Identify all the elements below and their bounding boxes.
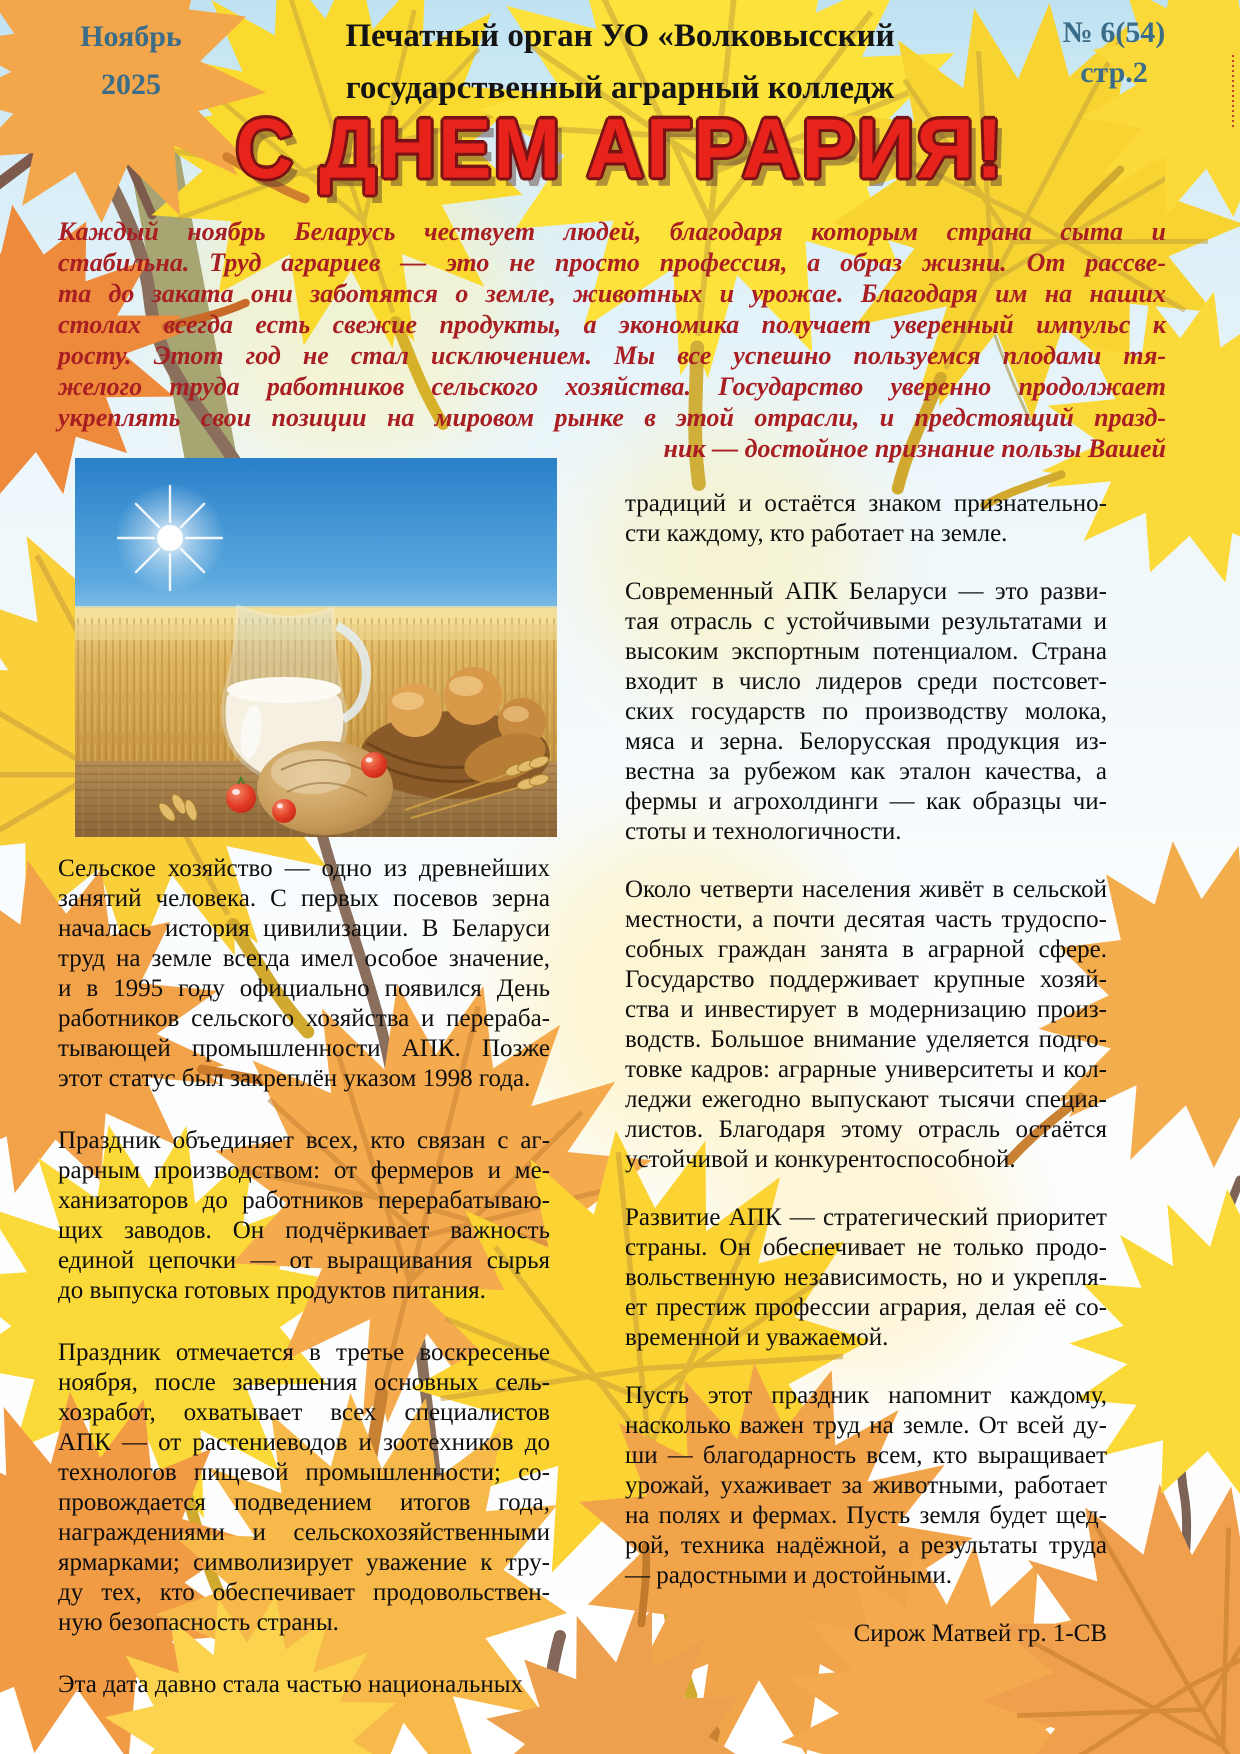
right-column-paragraphs [625, 489, 1107, 1591]
text-line: тывающей промышленности АПК. Позже [58, 1035, 550, 1062]
paragraph [625, 489, 1107, 549]
text-line: Около четверти населения живёт в сельской [625, 876, 1107, 903]
text-line: рарным производством: от фермеров и ме- [58, 1157, 550, 1184]
issue-year: 2025 [101, 68, 161, 101]
text-line: стоты и технологичности. [625, 818, 902, 845]
issue-month: Ноябрь [80, 20, 182, 53]
paragraph [58, 1670, 550, 1700]
text-line: Государство поддерживает крупные хозяй- [625, 966, 1107, 993]
text-line: местности, а почти десятая часть трудоспо- [625, 906, 1107, 933]
milk-bread-photo [75, 458, 557, 837]
text-line: листов. Благодаря этому отрасль остаётся [625, 1116, 1107, 1143]
issue-number [1024, 16, 1204, 90]
text-line: насколько важен труд на земле. От всей ду- [625, 1412, 1107, 1439]
paragraph [58, 1338, 550, 1638]
text-line: — радостными и достойными. [625, 1562, 953, 1589]
text-line: тая отрасль с устойчивыми результатами и [625, 608, 1107, 635]
text-line: сти каждому, кто работает на земле. [625, 520, 1008, 547]
text-line: ную безопасность страны. [58, 1609, 339, 1636]
text-line: ства и инвестирует в модернизацию произ- [625, 996, 1107, 1023]
text-line: собных граждан занята в аграрной сфере. [625, 936, 1107, 963]
text-line: ханизаторов до работников перерабатываю- [58, 1187, 550, 1214]
right-column [625, 489, 1107, 1649]
text-line: Современный АПК Беларуси — это разви- [625, 578, 1107, 605]
text-line: рой, техника надёжной, а результаты труда [625, 1532, 1107, 1559]
text-line: водств. Большое внимание уделяется подго- [625, 1026, 1107, 1053]
text-line: желого труда работников сельского хозяйства. Государство уверенно продолжает [58, 372, 1166, 401]
masthead-line1: Печатный орган УО «Волковысский [345, 18, 895, 54]
paragraph [625, 577, 1107, 847]
text-line: временной и уважаемой. [625, 1324, 889, 1351]
text-line: традиций и остаётся знаком признательно- [625, 490, 1107, 517]
text-line: технологов пищевой промышленности; со- [58, 1459, 550, 1486]
issue-page-text: стр.2 [1080, 56, 1148, 89]
paragraph [58, 854, 550, 1094]
text-line: столах всегда есть свежие продукты, а экономика получает уверенный импульс к [58, 310, 1166, 339]
text-line: Каждый ноябрь Беларусь чествует людей, благодаря которым страна сыта и [58, 217, 1166, 246]
sun-graphic [115, 483, 225, 593]
text-line: высоким экспортным потенциалом. Страна [625, 638, 1107, 665]
issue-number-text: № 6(54) [1062, 16, 1166, 49]
text-line: укреплять свои позиции на мировом рынке в этой отрасли, и предстоящий празд- [58, 403, 1166, 432]
text-line: единой цепочки — от выращивания сырья [58, 1247, 550, 1274]
text-line: ет престиж профессии агрария, делая её со- [625, 1294, 1107, 1321]
page-title: С ДНЕМ АГРАРИЯ! [235, 101, 1005, 196]
paragraph [625, 1381, 1107, 1591]
text-line: Развитие АПК — стратегический приоритет [625, 1204, 1107, 1231]
text-line: ши — благодарность всем, кто выращивает [625, 1442, 1107, 1469]
text-line: вольственную независимость, но и укрепля- [625, 1264, 1107, 1291]
text-line: росту. Этот год не стал исключением. Мы все успешно пользуемся плодами тя- [58, 341, 1166, 370]
text-line: Праздник отмечается в третье воскресенье [58, 1339, 550, 1366]
text-line: урожай, ухаживает за животными, работает [625, 1472, 1107, 1499]
author-signature: Сирож Матвей гр. 1-СВ [853, 1620, 1107, 1647]
text-line: Эта дата давно стала частью национальных [58, 1671, 524, 1698]
text-line: работников сельского хозяйства и перераба- [58, 1005, 550, 1032]
text-line: стабильна. Труд аграриев — это не просто профессия, а образ жизни. От рассве- [58, 248, 1166, 277]
text-line: леджи ежегодно выпускают тысячи специа- [625, 1086, 1107, 1113]
text-line: АПК — от растениеводов и зоотехников до [58, 1429, 550, 1456]
paragraph [625, 1203, 1107, 1353]
text-line: Праздник объединяет всех, кто связан с аг- [58, 1127, 550, 1154]
text-line: ноября, после завершения основных сель- [58, 1369, 550, 1396]
text-line: Сельское хозяйство — одно из древнейших [58, 855, 550, 882]
text-line: мяса и зерна. Белорусская продукция из- [625, 728, 1107, 755]
text-line: занятий человека. С первых посевов зерна [58, 885, 550, 912]
masthead [220, 18, 1020, 106]
text-line: та до заката они заботятся о земле, животных и урожае. Благодаря им на наших [58, 279, 1166, 308]
text-line: и в 1995 году официально появился День [58, 975, 550, 1002]
text-line: до выпуска готовых продуктов питания. [58, 1277, 486, 1304]
text-line: награждениями и сельскохозяйственными [58, 1519, 550, 1546]
text-line: на полях и фермах. Пусть земля будет щед- [625, 1502, 1107, 1529]
text-line: труд на земле всегда имел особое значение, [58, 945, 550, 972]
text-line: ник — достойное признание пользы Вашей [663, 434, 1166, 463]
text-line: щих заводов. Он подчёркивает важность [58, 1217, 550, 1244]
text-line: товке кадров: аграрные университеты и кол- [625, 1056, 1107, 1083]
text-line: ских государств по производству молока, [625, 698, 1107, 725]
text-line: провождается подведением итогов года, [58, 1489, 550, 1516]
paragraph [625, 875, 1107, 1175]
text-line: хозработ, охватывает всех специалистов [58, 1399, 550, 1426]
text-line: ду тех, кто обеспечивает продовольствен- [58, 1579, 550, 1606]
text-line: вестна за рубежом как эталон качества, а [625, 758, 1107, 785]
issue-date [66, 20, 196, 102]
text-line: входит в число лидеров среди постсовет- [625, 668, 1107, 695]
masthead-line2: государственный аграрный колледж [345, 70, 895, 106]
text-line: ярмарками; символизирует уважение к тру- [58, 1549, 550, 1576]
text-line: началась история цивилизации. В Беларуси [58, 915, 550, 942]
text-line: Пусть этот праздник напомнит каждому, [625, 1382, 1107, 1409]
text-line: фермы и агрохолдинги — как образцы чи- [625, 788, 1107, 815]
text-line: устойчивой и конкурентоспособной. [625, 1146, 1016, 1173]
left-column [58, 854, 550, 1700]
text-line: этот статус был закреплён указом 1998 года. [58, 1065, 531, 1092]
intro-paragraph [58, 216, 1166, 464]
paragraph [58, 1126, 550, 1306]
text-line: страны. Он обеспечивает не только продо- [625, 1234, 1107, 1261]
